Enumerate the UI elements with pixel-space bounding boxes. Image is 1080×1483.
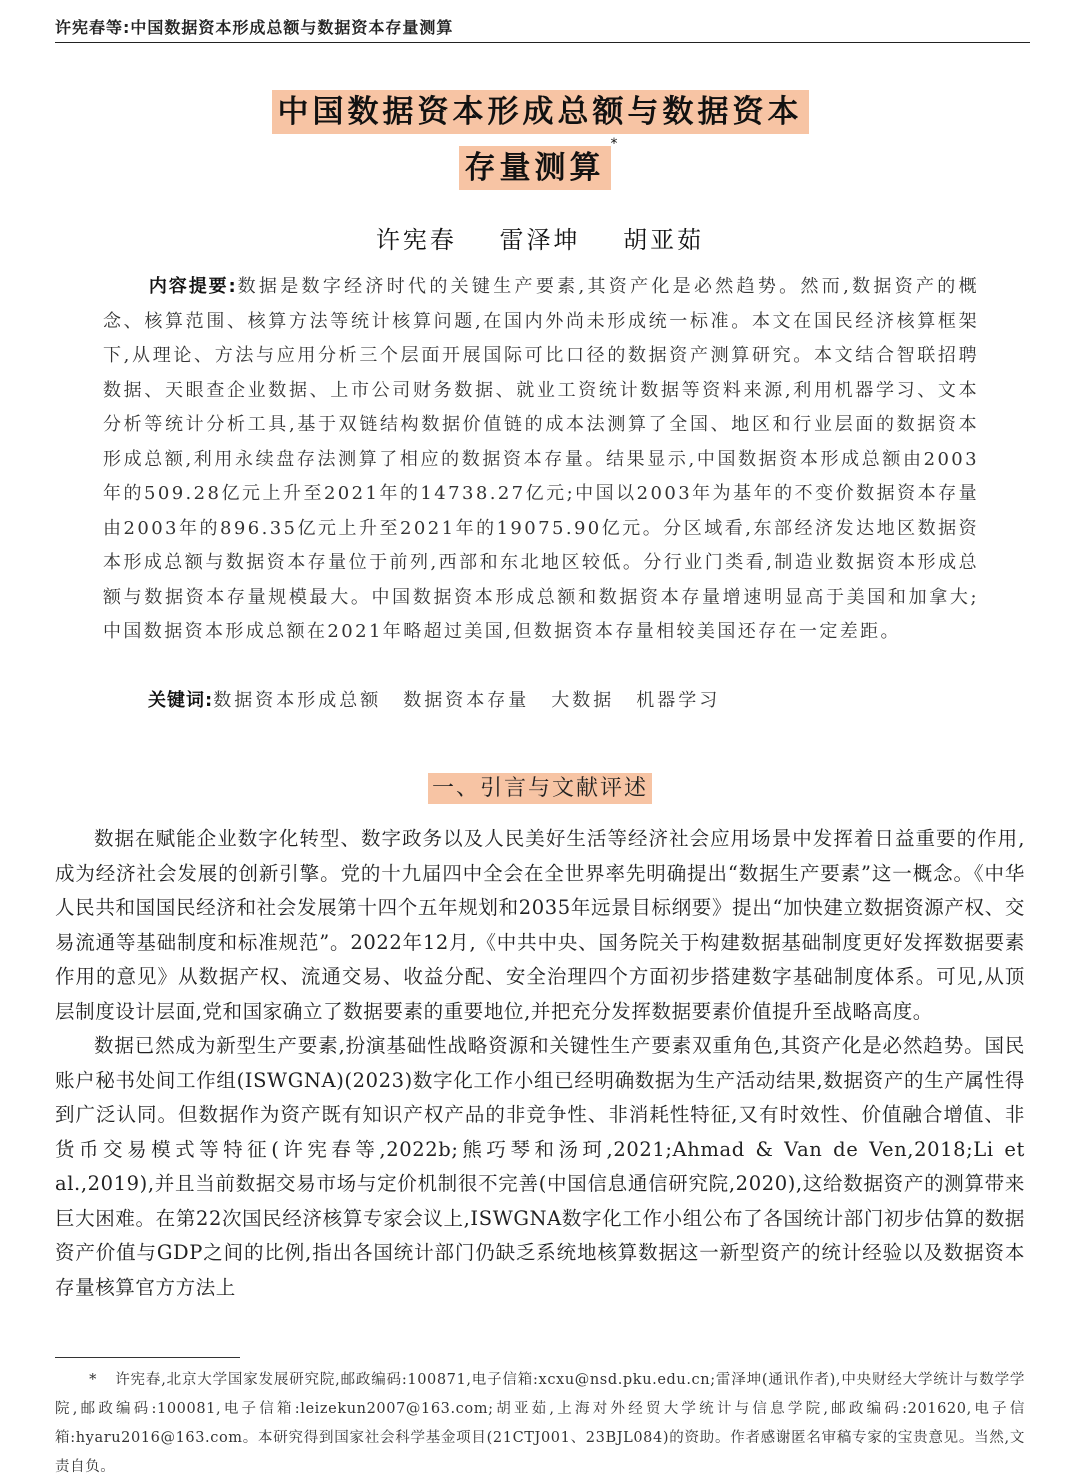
running-header: 许宪春等:中国数据资本形成总额与数据资本存量测算 [55, 18, 454, 37]
author-list [0, 220, 1080, 255]
author-name: 许宪春 [375, 226, 457, 254]
keywords [148, 686, 978, 712]
abstract-label: 内容提要: [148, 276, 237, 297]
body-paragraph: 数据在赋能企业数字化转型、数字政务以及人民美好生活等经济社会应用场景中发挥着日益重要的作用,成为经济社会发展的创新引擎。党的十九届四中全会在全世界率先明确提出“数据生产要素”这一概念。《中华人民共和国国民经济和社会发展第十四个五年规划和2035年远景目标纲要》提出“加快建立数据资源产权、交易流通等基础制度和标准规范”。2022年12月,《中共中央、国务院关于构建数据基础制度更好发挥数据要素作用的意见》从数据产权、流通交易、收益分配、安全治理四个方面初步搭建数字基础制度体系。可见,从顶层制度设计层面,党和国家确立了数据要素的重要地位,并把充分发挥数据要素价值提升至战略高度。 [55, 827, 1025, 1023]
section-heading [0, 771, 1080, 802]
abstract [103, 270, 979, 650]
footnote-rule [55, 1357, 240, 1358]
body-paragraph: 数据已然成为新型生产要素,扮演基础性战略资源和关键性生产要素双重角色,其资产化是必然趋势。国民账户秘书处间工作组(ISWGNA)(2023)数字化工作小组已经明确数据为生产活动结果,数据资产的生产属性得到广泛认同。但数据作为资产既有知识产权产品的非竞争性、非消耗性特征,又有时效性、价值融合增值、非货币交易模式等特征(许宪春等,2022b;熊巧琴和汤珂,2021;Ahmad & Van de Ven,2018;Li et al.,2019),并且当前数据交易市场与定价机制很不完善(中国信息通信研究院,2020),这给数据资产的测算带来巨大困难。在第22次国民经济核算专家会议上,ISWGNA数字化工作小组公布了各国统计部门初步估算的数据资产价值与GDP之间的比例,指出各国统计部门仍缺乏系统地核算数据这一新型资产的统计经验以及数据资本存量核算官方方法上 [55, 1034, 1025, 1299]
header-rule [55, 42, 1030, 43]
body-text [55, 822, 1025, 1305]
title-text-1: 中国数据资本形成总额与数据资本 [272, 90, 809, 134]
title-line-1 [0, 86, 1080, 131]
abstract-text: 数据是数字经济时代的关键生产要素,其资产化是必然趋势。然而,数据资产的概念、核算范围、核算方法等统计核算问题,在国内外尚未形成统一标准。本文在国民经济核算框架下,从理论、方法与应用分析三个层面开展国际可比口径的数据资产测算研究。本文结合智联招聘数据、天眼查企业数据、上市公司财务数据、就业工资统计数据等资料来源,利用机器学习、文本分析等统计分析工具,基于双链结构数据价值链的成本法测算了全国、地区和行业层面的数据资本形成总额,利用永续盘存法测算了相应的数据资本存量。结果显示,中国数据资本形成总额由2003年的509.28亿元上升至2021年的14738.27亿元;中国以2003年为基年的不变价数据资本存量由2003年的896.35亿元上升至2021年的19075.90亿元。分区域看,东部经济发达地区数据资本形成总额与数据资本存量位于前列,西部和东北地区较低。分行业门类看,制造业数据资本形成总额与数据资本存量规模最大。中国数据资本形成总额和数据资本存量增速明显高于美国和加拿大;中国数据资本形成总额在2021年略超过美国,但数据资本存量相较美国还存在一定差距。 [103, 276, 980, 642]
footnote-text: 许宪春,北京大学国家发展研究院,邮政编码:100871,电子信箱:xcxu@nsd.pku.edu.cn;雷泽坤(通讯作者),中央财经大学统计与数学学院,邮政编码:100081,电子信箱:leizekun2007@163.com;胡亚茹,上海对外经贸大学统计与信息学院,邮政编码:201620,电子信箱:hyaru2016@163.com。本研究得到国家社会科学基金项目(21CTJ001、23BJL084)的资助。作者感谢匿名审稿专家的宝贵意见。当然,文责自负。 [55, 1372, 1025, 1475]
title-footnote-mark: * [610, 136, 622, 152]
keyword-item: 机器学习 [636, 690, 721, 711]
keyword-item: 数据资本形成总额 [213, 690, 382, 711]
title-text-2: 存量测算 [459, 146, 611, 190]
keyword-item: 大数据 [551, 690, 615, 711]
author-name: 雷泽坤 [499, 226, 581, 254]
author-name: 胡亚茹 [623, 226, 705, 254]
section-heading-text: 一、引言与文献评述 [428, 773, 652, 804]
title-line-2 [0, 136, 1080, 187]
footnote-mark: * [89, 1372, 97, 1388]
footnote [55, 1366, 1025, 1482]
keyword-item: 数据资本存量 [403, 690, 530, 711]
keywords-label: 关键词: [148, 690, 214, 711]
